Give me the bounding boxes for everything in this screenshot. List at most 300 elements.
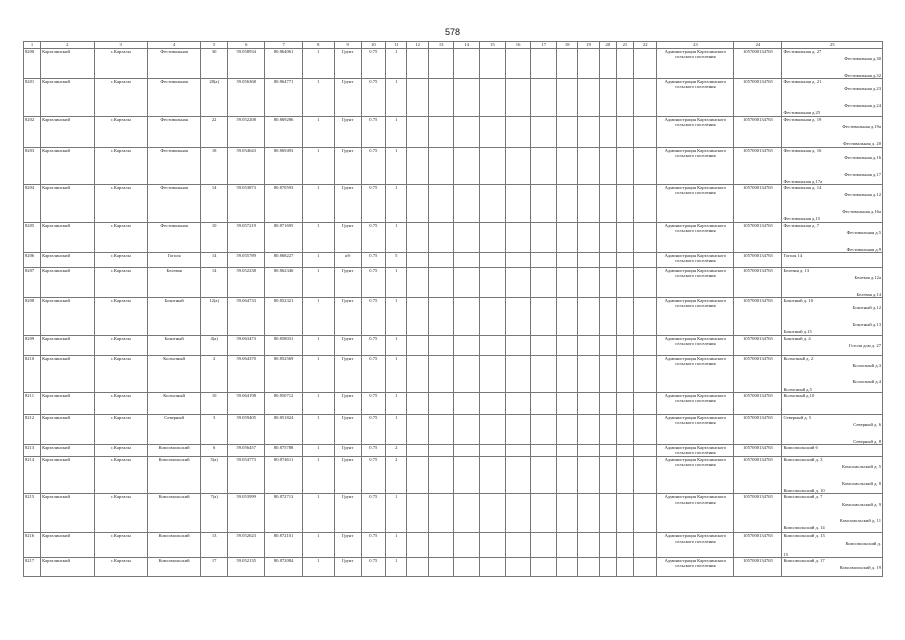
district-cell: Карталинский [41,335,94,355]
empty-cell [557,445,578,457]
addresses-cell [782,116,883,147]
empty-cell [505,445,531,457]
table-row [24,267,883,297]
address-line: Бокотный д.12 [852,305,881,311]
volume-cell: 0.75 [361,267,386,297]
district-cell: Карталинский [41,147,94,184]
owner-cell: Администрация Карталинского сельского поселения [657,494,734,533]
owner-cell: Администрация Карталинского сельского поселения [657,49,734,79]
row-id: 8204 [24,185,41,222]
house-cell: 22 [201,116,228,147]
surface-cell: Грунт [334,414,361,444]
empty-cell [428,456,454,493]
empty-cell [454,456,480,493]
ogrn-cell: 1057000134765 [734,79,782,116]
house-cell: 30 [201,49,228,79]
table-row [24,185,883,222]
address-line: Фестивальная д.17 [844,171,881,177]
address-line: Фестивальная д.19а [842,123,881,129]
empty-cell [557,252,578,267]
empty-cell [480,298,506,335]
empty-cell [428,252,454,267]
address-line: Колхозный д.4 [852,379,881,385]
empty-cell [454,298,480,335]
addresses-cell [782,414,883,444]
district-cell: Карталинский [41,79,94,116]
empty-cell [557,494,578,533]
empty-cell [578,355,599,392]
column-header-6: 6 [228,42,265,49]
empty-cell [616,558,633,577]
empty-cell [454,414,480,444]
longitude-cell: 80.869493 [265,147,302,184]
house-cell: 12(а) [201,298,228,335]
empty-cell [578,533,599,558]
column-header-5: 5 [201,42,228,49]
empty-cell [505,116,531,147]
longitude-cell: 80.862346 [265,267,302,297]
empty-cell [633,116,657,147]
address-line: Комсомольский д. 5 [842,464,881,470]
village-cell: с.Карталы [94,298,147,335]
empty-cell [616,494,633,533]
address-line: Комсомольский д. 13 [783,533,825,539]
empty-cell [428,298,454,335]
district-cell: Карталинский [41,533,94,558]
empty-cell [407,267,428,297]
empty-cell [531,335,557,355]
owner-cell: Администрация Карталинского сельского поселения [657,147,734,184]
empty-cell [578,116,599,147]
empty-cell [480,79,506,116]
village-cell: с.Карталы [94,252,147,267]
empty-cell [531,456,557,493]
longitude-cell: 80.852321 [265,298,302,335]
empty-cell [505,147,531,184]
count-cell: 1 [302,558,334,577]
latitude-cell: 59.056368 [228,79,265,116]
surface-cell: Грунт [334,335,361,355]
empty-cell [531,49,557,79]
containers-cell: 1 [386,185,407,222]
empty-cell [616,456,633,493]
empty-cell [428,392,454,414]
address-line: Комсомольский д. 14 [783,525,825,531]
count-cell: 1 [302,252,334,267]
address-line: Фестивальная д.24 [844,103,881,109]
address-line: Фестивальная д.5 [846,229,881,235]
owner-cell: Администрация Карталинского сельского поселения [657,298,734,335]
empty-cell [616,222,633,252]
longitude-cell: 80.852569 [265,355,302,392]
count-cell: 1 [302,414,334,444]
empty-cell [616,49,633,79]
address-line: 15 [783,551,789,557]
table-row [24,147,883,184]
row-id: 8212 [24,414,41,444]
district-cell: Карталинский [41,49,94,79]
containers-cell: 1 [386,414,407,444]
empty-cell [454,79,480,116]
empty-cell [531,355,557,392]
longitude-cell: 80.871695 [265,222,302,252]
containers-cell: 2 [386,456,407,493]
empty-cell [407,298,428,335]
containers-cell: 1 [386,222,407,252]
owner-cell: Администрация Карталинского сельского поселения [657,456,734,493]
table-row [24,494,883,533]
volume-cell: 0.75 [361,392,386,414]
empty-cell [633,222,657,252]
empty-cell [480,267,506,297]
empty-cell [505,335,531,355]
longitude-cell: 80.864771 [265,79,302,116]
addresses-cell [782,222,883,252]
village-cell: с.Карталы [94,222,147,252]
street-cell: Фестивальная [147,49,200,79]
column-header-14: 14 [454,42,480,49]
address-line: Фестивальная д. 7 [783,222,819,228]
row-id: 8214 [24,456,41,493]
column-header-10: 10 [361,42,386,49]
volume-cell: 0.75 [361,445,386,457]
containers-cell: 1 [386,355,407,392]
street-cell: Фестивальная [147,116,200,147]
empty-cell [599,445,616,457]
surface-cell: Грунт [334,116,361,147]
address-line: Комсомольский д. 11 [839,518,881,524]
village-cell: с.Карталы [94,147,147,184]
page-number: 578 [444,27,461,37]
empty-cell [531,252,557,267]
empty-cell [531,79,557,116]
ogrn-cell: 1057000134765 [734,355,782,392]
address-line: Фестивальная д. 16 [783,147,822,153]
count-cell: 1 [302,335,334,355]
empty-cell [531,298,557,335]
empty-cell [633,494,657,533]
column-header-18: 18 [557,42,578,49]
row-id: 8205 [24,222,41,252]
containers-cell: 1 [386,49,407,79]
owner-cell: Администрация Карталинского сельского поселения [657,116,734,147]
containers-cell: 2 [386,445,407,457]
street-cell: Бокотный [147,335,200,355]
column-header-3: 3 [94,42,147,49]
address-line: Бокотный д.13 [852,321,881,327]
empty-cell [599,392,616,414]
address-line: Комсомольский д. 3 [783,456,823,462]
address-line: Белевая д. 13 [783,267,810,273]
street-cell: Фестивальная [147,185,200,222]
empty-cell [557,558,578,577]
district-cell: Карталинский [41,252,94,267]
empty-cell [505,392,531,414]
empty-cell [578,267,599,297]
address-line: Комсомольский 6 [783,445,818,451]
owner-cell: Администрация Карталинского сельского поселения [657,79,734,116]
empty-cell [407,494,428,533]
district-cell: Карталинский [41,456,94,493]
empty-cell [480,494,506,533]
owner-cell: Администрация Карталинского сельского поселения [657,252,734,267]
address-line: Колхозный д.3 [852,362,881,368]
address-line: Комсомольский д. 17 [783,558,825,564]
table-row [24,222,883,252]
village-cell: с.Карталы [94,185,147,222]
village-cell: с.Карталы [94,533,147,558]
empty-cell [407,252,428,267]
ogrn-cell: 1057000134765 [734,298,782,335]
addresses-cell [782,392,883,414]
empty-cell [407,392,428,414]
ogrn-cell: 1057000134765 [734,116,782,147]
empty-cell [578,79,599,116]
empty-cell [599,456,616,493]
count-cell: 1 [302,147,334,184]
volume-cell: 0.75 [361,558,386,577]
empty-cell [505,558,531,577]
volume-cell: 0.75 [361,456,386,493]
longitude-cell: 80.870593 [265,185,302,222]
count-cell: 1 [302,494,334,533]
table-row [24,414,883,444]
empty-cell [616,335,633,355]
empty-cell [633,533,657,558]
row-id: 8203 [24,147,41,184]
ogrn-cell: 1057000134765 [734,392,782,414]
row-id: 8216 [24,533,41,558]
addresses-cell [782,252,883,267]
empty-cell [557,267,578,297]
empty-cell [633,298,657,335]
table-row [24,456,883,493]
empty-cell [407,414,428,444]
empty-cell [578,252,599,267]
empty-cell [454,533,480,558]
address-line: Северный д. 6 [853,422,881,428]
addresses-cell [782,267,883,297]
empty-cell [616,445,633,457]
empty-cell [599,414,616,444]
empty-cell [557,456,578,493]
empty-cell [531,267,557,297]
address-line: Бокотный д.15 [783,329,812,335]
row-id: 8217 [24,558,41,577]
column-header-1: 1 [24,42,41,49]
empty-cell [616,298,633,335]
longitude-cell: 80.872084 [265,558,302,577]
empty-cell [407,49,428,79]
address-line: Фестивальная д.17а [783,178,823,184]
ogrn-cell: 1057000134765 [734,147,782,184]
empty-cell [480,335,506,355]
empty-cell [633,267,657,297]
empty-cell [599,222,616,252]
empty-cell [407,79,428,116]
surface-cell: Грунт [334,49,361,79]
latitude-cell: 59.064733 [228,298,265,335]
street-cell: Фестивальная [147,222,200,252]
empty-cell [454,185,480,222]
longitude-cell: 80.875788 [265,445,302,457]
street-cell: Колхозный [147,355,200,392]
address-line: Комсомольский д. 9 [842,501,881,507]
address-line: Бокотный д. 4 [783,335,811,341]
volume-cell: 0.75 [361,252,386,267]
empty-cell [407,222,428,252]
empty-cell [454,494,480,533]
empty-cell [407,533,428,558]
row-id: 8213 [24,445,41,457]
empty-cell [531,558,557,577]
column-header-21: 21 [616,42,633,49]
empty-cell [454,49,480,79]
district-cell: Карталинский [41,222,94,252]
street-cell: Северный [147,414,200,444]
empty-cell [454,222,480,252]
street-cell: Комсомольский [147,533,200,558]
street-cell: Бокотный [147,298,200,335]
district-cell: Карталинский [41,558,94,577]
empty-cell [428,558,454,577]
street-cell: Комсомольский [147,456,200,493]
empty-cell [557,414,578,444]
empty-cell [505,494,531,533]
house-cell: 28(а) [201,79,228,116]
ogrn-cell: 1057000134765 [734,222,782,252]
table-row [24,533,883,558]
ogrn-cell: 1057000134765 [734,252,782,267]
latitude-cell: 59.053999 [228,494,265,533]
ogrn-cell: 1057000134765 [734,533,782,558]
column-header-20: 20 [599,42,616,49]
empty-cell [428,533,454,558]
address-line: Колхозный д.5 [783,386,812,392]
volume-cell: 0.75 [361,49,386,79]
empty-cell [480,533,506,558]
address-line: Комсомольский д. 10 [783,487,825,493]
addresses-cell [782,185,883,222]
volume-cell: 0.75 [361,116,386,147]
village-cell: с.Карталы [94,558,147,577]
empty-cell [454,558,480,577]
district-cell: Карталинский [41,185,94,222]
address-line: Фестивальная д.9 [846,246,881,252]
empty-cell [407,456,428,493]
count-cell: 1 [302,116,334,147]
ogrn-cell: 1057000134765 [734,185,782,222]
latitude-cell: 59.064198 [228,392,265,414]
empty-cell [633,392,657,414]
row-id: 8215 [24,494,41,533]
column-header-12: 12 [407,42,428,49]
longitude-cell: 80.868227 [265,252,302,267]
latitude-cell: 59.064370 [228,355,265,392]
surface-cell: Грунт [334,392,361,414]
empty-cell [633,147,657,184]
latitude-cell: 59.052238 [228,267,265,297]
village-cell: с.Карталы [94,49,147,79]
volume-cell: 0.75 [361,185,386,222]
containers-cell: 1 [386,558,407,577]
empty-cell [480,116,506,147]
house-cell: 14 [201,267,228,297]
empty-cell [616,414,633,444]
containers-cell: 1 [386,79,407,116]
volume-cell: 0.75 [361,298,386,335]
surface-cell: Грунт [334,267,361,297]
address-line: Белевая д.14 [856,291,881,297]
latitude-cell: 59.055789 [228,252,265,267]
house-cell: 13 [201,533,228,558]
empty-cell [505,222,531,252]
empty-cell [531,222,557,252]
count-cell: 1 [302,355,334,392]
address-line: Белевая д.12а [854,275,881,281]
street-cell: Фестивальная [147,79,200,116]
surface-cell: Грунт [334,79,361,116]
district-cell: Карталинский [41,298,94,335]
ogrn-cell: 1057000134765 [734,558,782,577]
empty-cell [505,533,531,558]
addresses-cell [782,558,883,577]
empty-cell [480,252,506,267]
empty-cell [599,252,616,267]
village-cell: с.Карталы [94,355,147,392]
latitude-cell: 59.054643 [228,147,265,184]
empty-cell [616,116,633,147]
latitude-cell: 59.059405 [228,414,265,444]
count-cell: 1 [302,222,334,252]
district-cell: Карталинский [41,267,94,297]
house-cell: 10 [201,222,228,252]
row-id: 8206 [24,252,41,267]
empty-cell [557,392,578,414]
empty-cell [407,116,428,147]
ogrn-cell: 1057000134765 [734,494,782,533]
column-header-22: 22 [633,42,657,49]
empty-cell [407,185,428,222]
empty-cell [633,49,657,79]
empty-cell [578,298,599,335]
address-line: Фестивальная д.16 [844,154,881,160]
village-cell: с.Карталы [94,494,147,533]
street-cell: Колхозный [147,392,200,414]
address-line: Комсомольский д. [845,540,881,546]
village-cell: с.Карталы [94,267,147,297]
addresses-cell [782,49,883,79]
row-id: 8211 [24,392,41,414]
count-cell: 1 [302,533,334,558]
empty-cell [480,392,506,414]
ogrn-cell: 1057000134765 [734,49,782,79]
empty-cell [633,558,657,577]
owner-cell: Администрация Карталинского сельского поселения [657,222,734,252]
empty-cell [557,147,578,184]
address-line: Комсомольский д. 7 [783,494,823,500]
empty-cell [480,456,506,493]
registry-table [23,41,883,577]
column-header-19: 19 [578,42,599,49]
table-row [24,116,883,147]
empty-cell [557,222,578,252]
address-line: Фестивальная д. 19 [783,116,822,122]
addresses-cell [782,456,883,493]
empty-cell [578,147,599,184]
empty-cell [531,392,557,414]
empty-cell [578,414,599,444]
